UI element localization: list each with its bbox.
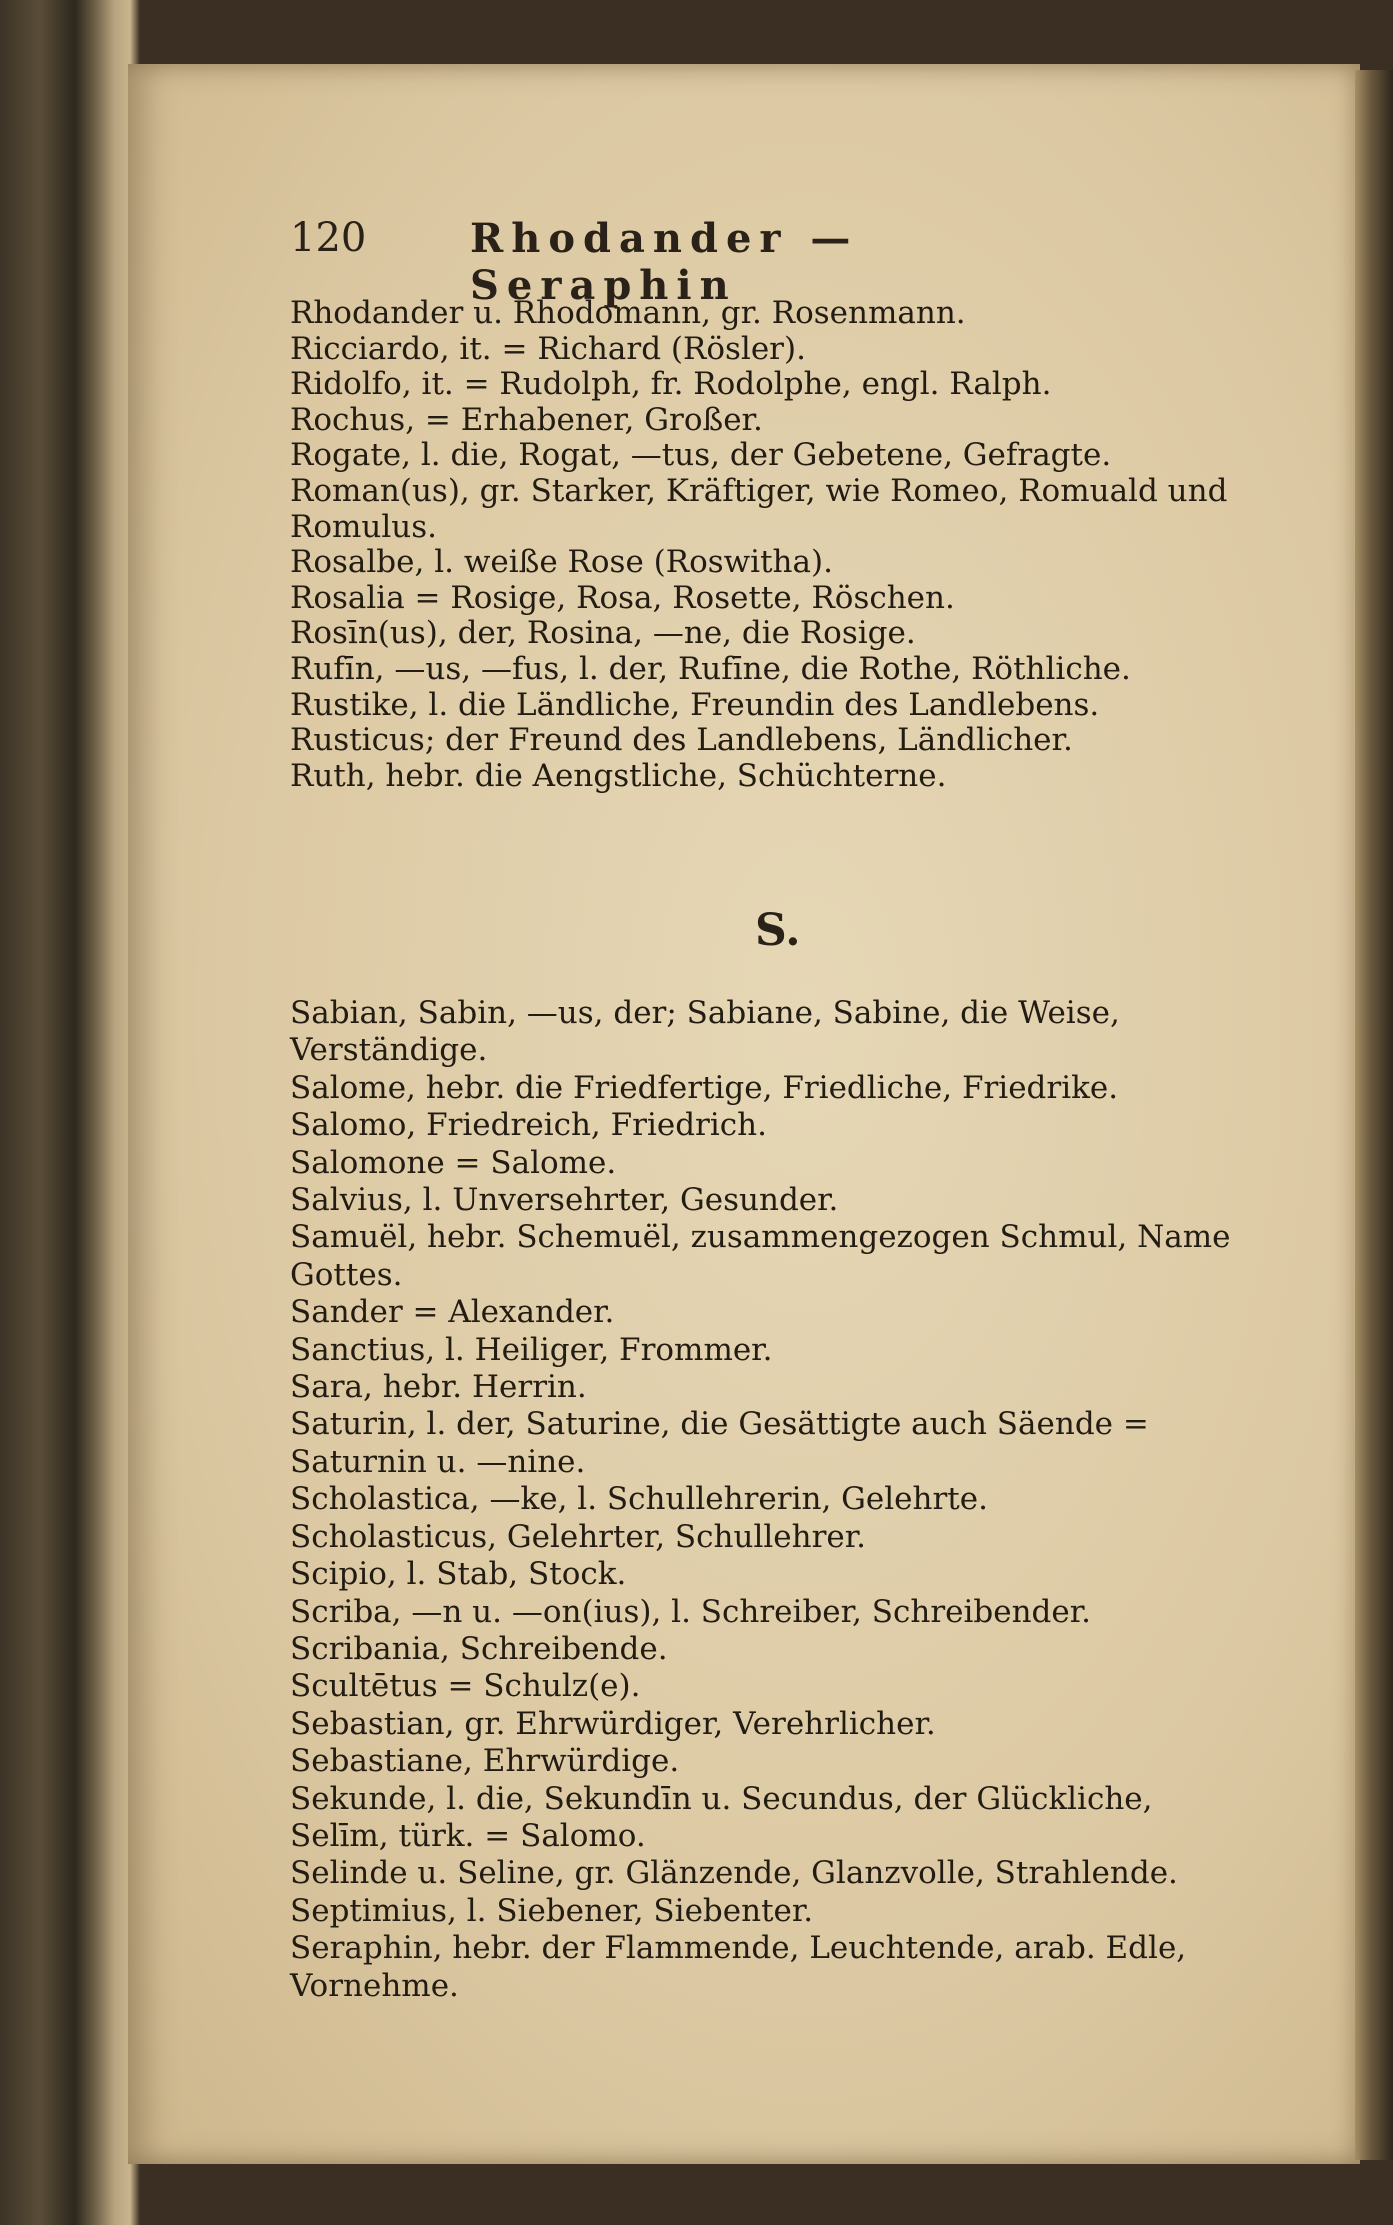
entry-scipio: Scipio, l. Stab, Stock.: [290, 1556, 627, 1593]
entries-s: [290, 995, 1280, 2005]
entry-roman: Roman(us), gr. Starker, Kräftiger, wie Romeo, Romuald und Romulus.: [290, 472, 1228, 545]
entry-salomo: Salomo, Friedreich, Friedrich.: [290, 1107, 767, 1144]
entry-scholasticus: Scholasticus, Gelehrter, Schullehrer.: [290, 1518, 867, 1555]
entry-sanctius: Sanctius, l. Heiliger, Frommer.: [290, 1331, 773, 1368]
page-number: 120: [290, 215, 367, 261]
entry-saturin: Saturin, l. der, Saturine, die Gesättigte auch Säende = Saturnin u. —nine.: [290, 1406, 1149, 1480]
entry-sebastian: Sebastian, gr. Ehrwürdiger, Verehrlicher.: [290, 1705, 936, 1742]
entry-scriba: Scriba, —n u. —on(ius), l. Schreiber, Schreibender.: [290, 1593, 1092, 1630]
entry-samuel: Samuël, hebr. Schemuël, zusammengezogen Schmul, Name Gottes.: [290, 1219, 1231, 1293]
entry-seraphin: Seraphin, hebr. der Flammende, Leuchtende, arab. Edle, Vornehme.: [290, 1930, 1187, 2004]
entry-ricciardo: Ricciardo, it. = Richard (Rösler).: [290, 330, 806, 367]
entry-scribania: Scribania, Schreibende.: [290, 1630, 668, 1667]
entry-ridolfo: Ridolfo, it. = Rudolph, fr. Rodolphe, engl. Ralph.: [290, 366, 1052, 403]
entry-sabian: Sabian, Sabin, —us, der; Sabiane, Sabine, die Weise, Verständige.: [290, 995, 1120, 1069]
entry-rogate: Rogate, l. die, Rogat, —tus, der Gebetene, Gefragte.: [290, 437, 1112, 474]
entries-r: [290, 296, 1280, 794]
page-header: [290, 215, 1090, 309]
entry-rusticus: Rusticus; der Freund des Landlebens, Ländlicher.: [290, 722, 1073, 759]
entry-sekunde: Sekunde, l. die, Sekundīn u. Secundus, der Glückliche,: [290, 1780, 1153, 1817]
entry-ruth: Ruth, hebr. die Aengstliche, Schüchterne.: [290, 757, 947, 794]
entry-salome: Salome, hebr. die Friedfertige, Friedliche, Friedrike.: [290, 1069, 1119, 1106]
entry-septimius: Septimius, l. Siebener, Siebenter.: [290, 1892, 814, 1929]
entry-rhodander: Rhodander u. Rhodomann, gr. Rosenmann.: [290, 295, 966, 331]
entry-rosalia: Rosalia = Rosige, Rosa, Rosette, Röschen.: [290, 579, 955, 616]
entry-rochus: Rochus, = Erhabener, Großer.: [290, 401, 763, 438]
section-heading: S.: [755, 905, 801, 956]
entry-rosalbe: Rosalbe, l. weiße Rose (Roswitha).: [290, 544, 833, 581]
entry-rufin: Rufīn, —us, —fus, l. der, Rufīne, die Rothe, Röthliche.: [290, 650, 1131, 687]
entry-selim: Selīm, türk. = Salomo.: [290, 1817, 646, 1854]
entry-sara: Sara, hebr. Herrin.: [290, 1369, 587, 1406]
entry-sander: Sander = Alexander.: [290, 1294, 615, 1331]
entry-scholastica: Scholastica, —ke, l. Schullehrerin, Gelehrte.: [290, 1481, 988, 1518]
entry-scultetus: Scultētus = Schulz(e).: [290, 1668, 641, 1705]
entry-salvius: Salvius, l. Unversehrter, Gesunder.: [290, 1182, 839, 1219]
entry-salomone: Salomone = Salome.: [290, 1144, 617, 1181]
entry-rosin: Rosīn(us), der, Rosina, —ne, die Rosige.: [290, 615, 916, 652]
entry-sebastiane: Sebastiane, Ehrwürdige.: [290, 1743, 680, 1780]
running-title: Rhodander — Seraphin: [470, 215, 859, 309]
entry-selinde: Selinde u. Seline, gr. Glänzende, Glanzvolle, Strahlende.: [290, 1855, 1178, 1892]
entry-rustike: Rustike, l. die Ländliche, Freundin des Landlebens.: [290, 686, 1100, 723]
page-edge: [1355, 70, 1393, 2160]
